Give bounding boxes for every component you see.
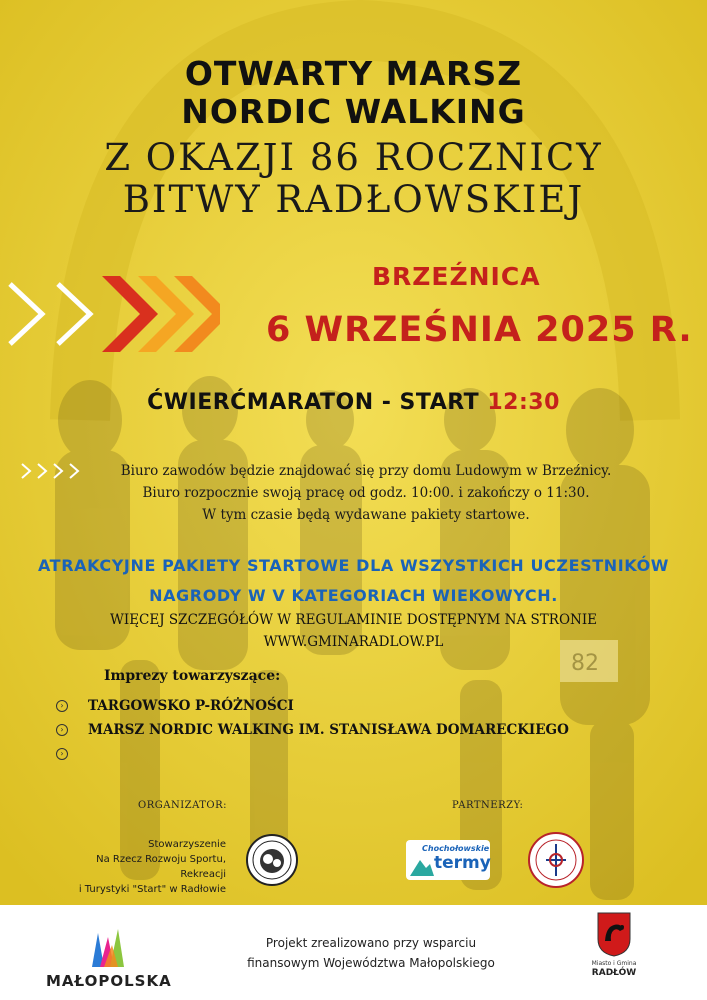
- circle-chevron-icon: ›: [56, 700, 68, 712]
- start-time: 12:30: [487, 390, 560, 415]
- info-line-1: Biuro zawodów będzie znajdować się przy domu Ludowym w Brzeźnicy.: [120, 463, 612, 479]
- radlow-small-text: Miasto i Gmina: [591, 960, 637, 967]
- list-item: [56, 718, 569, 742]
- highlight-line-3: WIĘCEJ SZCZEGÓŁÓW W REGULAMINIE DOSTĘPNYM NA STRONIE: [109, 612, 598, 628]
- malopolska-text: MAŁOPOLSKA: [46, 972, 172, 990]
- highlight-line-1: ATRAKCYJNE PAKIETY STARTOWE DLA WSZYSTKICH UCZESTNIKÓW: [37, 556, 670, 575]
- start-line: [0, 390, 707, 415]
- info-line-2: Biuro rozpocznie swoją pracę od godz. 10:00. i zakończy o 11:30.: [142, 485, 590, 501]
- highlight-line-2: NAGRODY W V KATEGORIACH WIEKOWYCH.: [149, 586, 558, 605]
- partners-label: PARTNERZY:: [452, 800, 524, 811]
- list-item: [56, 742, 569, 766]
- footer: [0, 905, 707, 1000]
- location: BRZEŹNICA: [372, 262, 541, 291]
- chevron-right-icon: [6, 272, 220, 356]
- title-line-3: Z OKAZJI 86 ROCZNICY: [104, 136, 603, 179]
- project-line-2: finansowym Województwa Małopolskiego: [247, 956, 495, 970]
- termy-top-text: Chochołowskie: [422, 844, 490, 853]
- events-list: [56, 694, 569, 766]
- organizer-seal-icon: [246, 834, 298, 886]
- project-line-1: Projekt zrealizowano przy wsparciu: [265, 936, 477, 950]
- organizer-line-2: Na Rzecz Rozwoju Sportu, Rekreacji: [96, 854, 226, 880]
- organizer-name: [64, 837, 226, 897]
- radlow-coat-of-arms: [596, 911, 632, 957]
- event-item: TARGOWSKO P-RÓŻNOŚCI: [88, 698, 294, 714]
- info-block: [96, 460, 636, 526]
- circle-chevron-icon: ›: [56, 748, 68, 760]
- organizer-line-1: Stowarzyszenie: [148, 839, 226, 850]
- organizer-label: ORGANIZATOR:: [138, 800, 228, 811]
- event-date: 6 WRZEŚNIA 2025 R.: [266, 310, 693, 350]
- termy-main-text: termy: [434, 853, 491, 873]
- small-chevrons-icon: [20, 462, 92, 480]
- list-item: [56, 694, 569, 718]
- radlow-name: RADŁÓW: [591, 968, 637, 978]
- title-line-1: OTWARTY MARSZ: [184, 54, 523, 93]
- title-line-4: BITWY RADŁOWSKIEJ: [122, 178, 585, 221]
- organizer-line-3: i Turystyki "Start" w Radłowie: [78, 884, 226, 895]
- circle-chevron-icon: ›: [56, 724, 68, 736]
- title-line-2: NORDIC WALKING: [181, 92, 526, 131]
- events-heading: Imprezy towarzyszące:: [104, 668, 281, 684]
- website-url: WWW.GMINARADLOW.PL: [263, 634, 444, 650]
- project-note: [228, 933, 514, 973]
- start-label: ĆWIERĆMARATON - START: [147, 390, 480, 415]
- svg-text:82: 82: [571, 651, 599, 676]
- info-line-3: W tym czasie będą wydawane pakiety startowe.: [202, 507, 530, 523]
- partner-seal-icon: [528, 832, 584, 888]
- termy-logo: [406, 840, 490, 880]
- termy-mountain-icon: [410, 856, 434, 876]
- malopolska-logo: [90, 927, 128, 967]
- event-item: MARSZ NORDIC WALKING IM. STANISŁAWA DOMARECKIEGO: [88, 722, 569, 738]
